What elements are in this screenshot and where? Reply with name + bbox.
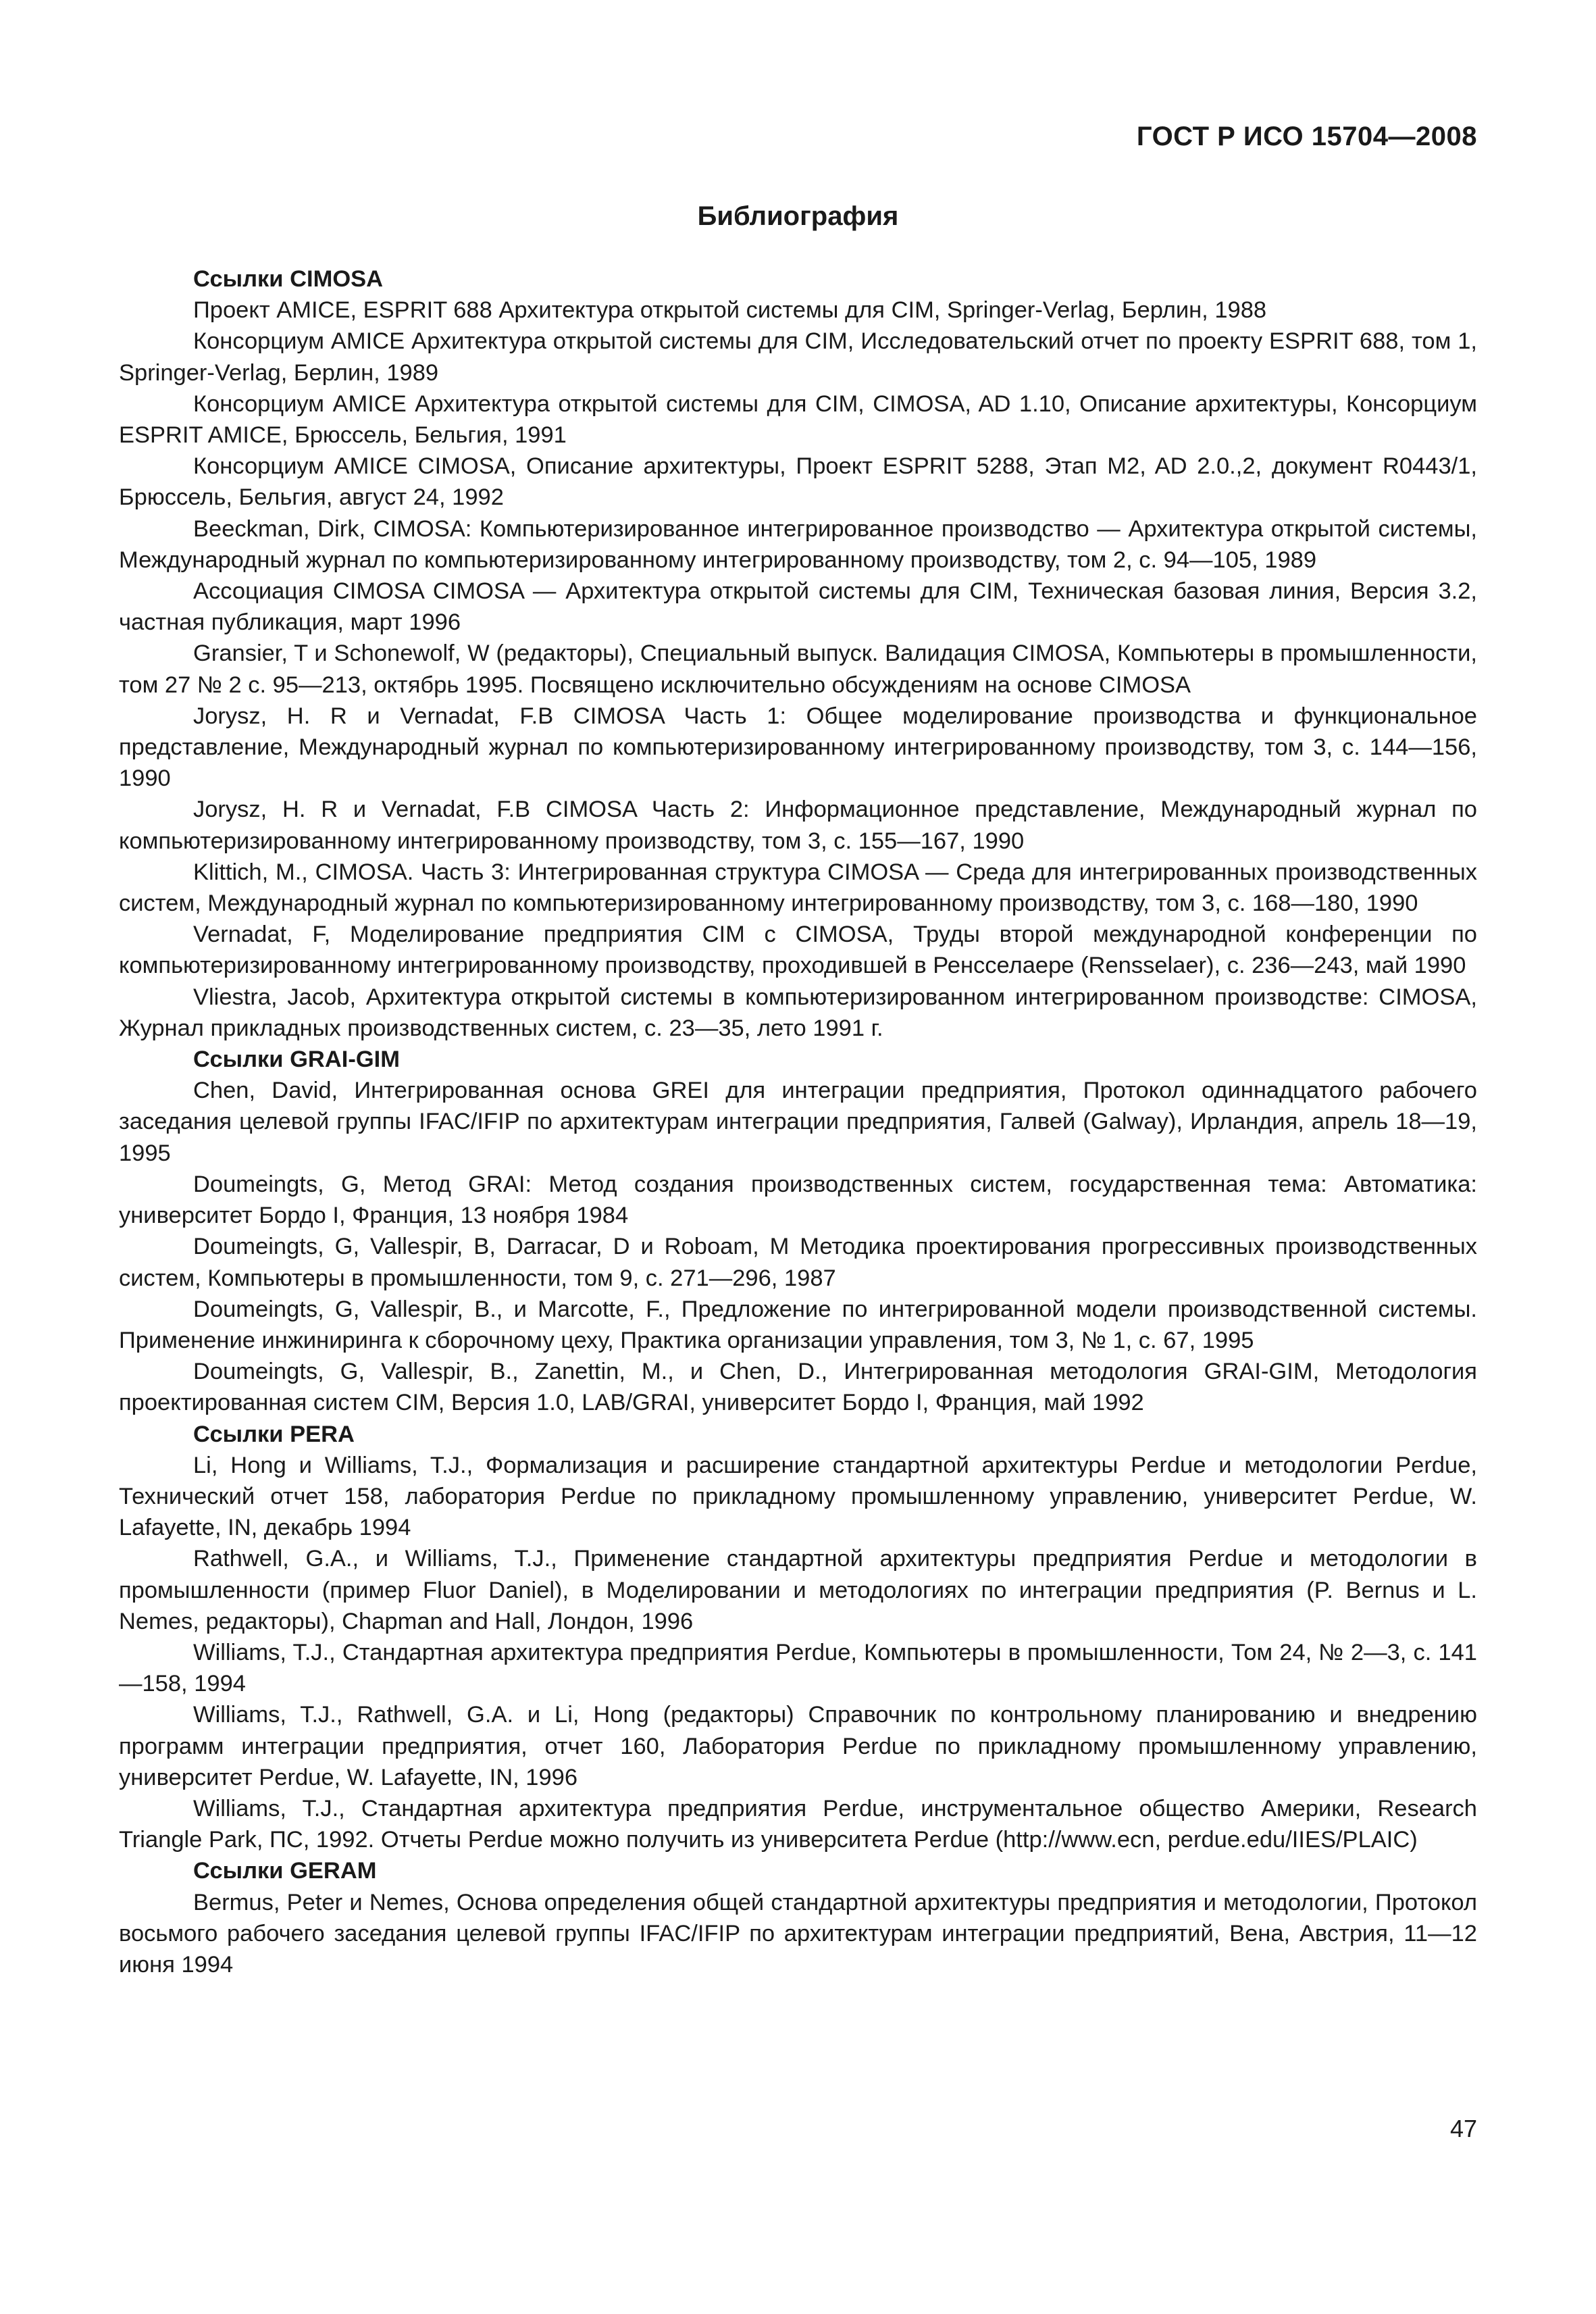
bibliography-entry: Doumeingts, G, Метод GRAI: Метод создания производственных систем, государственная тема: Автоматика: университет Бордо I, Франция, 13 ноября 1984 [119,1171,1477,1229]
section-geram [119,1855,1477,1980]
section-grai-gim [119,1044,1477,1418]
section-heading: Ссылки CIMOSA [193,266,384,292]
section-heading: Ссылки GERAM [193,1858,377,1884]
bibliography-entry: Консорциум AMICE Архитектура открытой системы для CIM, Исследовательский отчет по проекту ESPRIT 688, том 1, Springer-Verlag, Берлин, 1989 [119,328,1477,386]
bibliography-entry: Ассоциация CIMOSA CIMOSA — Архитектура открытой системы для CIM, Техническая базовая линия, Версия 3.2, частная публикация, март 1996 [119,578,1477,636]
bibliography-entry: Консорциум AMICE Архитектура открытой системы для CIM, CIMOSA, AD 1.10, Описание архитектуры, Консорциум ESPRIT AMICE, Брюссель, Бельгия, 1991 [119,391,1477,449]
bibliography-entry: Doumeingts, G, Vallespir, B, Darracar, D и Roboam, M Методика проектирования прогрессивных производственных систем, Компьютеры в промышленности, том 9, с. 271—296, 1987 [119,1234,1477,1291]
bibliography-entry: Jorysz, H. R и Vernadat, F.B CIMOSA Часть 2: Информационное представление, Международный журнал по компьютеризированному интегрированному производству, том 3, с. 155—167, 1990 [119,797,1477,854]
bibliography-entry: Vernadat, F, Моделирование предприятия CIM с CIMOSA, Труды второй международной конференции по компьютеризированному интегрированному производству, проходившей в Ренсселаере (Rensselaer), с. 236—243, май 1990 [119,922,1477,979]
bibliography-entry: Jorysz, H. R и Vernadat, F.B CIMOSA Часть 1: Общее моделирование производства и функциональное представление, Международный журнал по компьютеризированному интегрированному производству, том 3, с. 144—156, 1990 [119,703,1477,792]
bibliography-entry: Beeckman, Dirk, CIMOSA: Компьютеризированное интегрированное производство — Архитектура открытой системы, Международный журнал по компьютеризированному интегрированному производству, том 2, с. 94—105, 1989 [119,515,1477,573]
section-cimosa [119,263,1477,1044]
page-number: 47 [1449,2115,1477,2142]
bibliography-entry: Li, Hong и Williams, T.J., Формализация и расширение стандартной архитектуры Perdue и методологии Perdue, Технический отчет 158, лаборатория Perdue по прикладному промышленному управлению, университет Perdue, W. Lafayette, IN, декабрь 1994 [119,1452,1477,1541]
page-title: Библиография [697,201,899,231]
bibliography-entry: Doumeingts, G, Vallespir, B., и Marcotte, F., Предложение по интегрированной модели производственной системы. Применение инжиниринга к сборочному цеху, Практика организации управления, том 3, № 1, с. 67, 1995 [119,1296,1477,1353]
section-heading: Ссылки GRAI-GIM [193,1047,400,1073]
bibliography-entry: Doumeingts, G, Vallespir, B., Zanettin, M., и Chen, D., Интегрированная методология GRAI-GIM, Методология проектированная систем CIM, Версия 1.0, LAB/GRAI, университет Бордо I, Франция, май 1992 [119,1359,1477,1416]
bibliography-entry: Bermus, Peter и Nemes, Основа определения общей стандартной архитектуры предприятия и методологии, Протокол восьмого рабочего заседания целевой группы IFAC/IFIP по архитектурам интеграции предприятий, Вена, Австрия, 11—12 июня 1994 [119,1889,1477,1978]
section-heading: Ссылки PERA [193,1421,355,1447]
bibliography-entry: Williams, T.J., Rathwell, G.A. и Li, Hong (редакторы) Справочник по контрольному планированию и внедрению программ интеграции предприятия, отчет 160, Лаборатория Perdue по прикладному промышленному управлению, университет Perdue, W. Lafayette, IN, 1996 [119,1702,1477,1790]
bibliography-entry: Rathwell, G.A., и Williams, T.J., Применение стандартной архитектуры предприятия Perdue и методологии в промышленности (пример Fluor Daniel), в Моделировании и методологиях по интеграции предприятия (P. Bernus и L. Nemes, редакторы), Chapman and Hall, Лондон, 1996 [119,1546,1477,1634]
bibliography-entry: Vliestra, Jacob, Архитектура открытой системы в компьютеризированном интегрированном производстве: CIMOSA, Журнал прикладных производственных систем, с. 23—35, лето 1991 г. [119,984,1477,1041]
bibliography-content [119,263,1477,1980]
bibliography-entry: Gransier, T и Schonewolf, W (редакторы), Специальный выпуск. Валидация CIMOSA, Компьютеры в промышленности, том 27 № 2 с. 95—213, октябрь 1995. Посвящено исключительно обсуждениям на основе CIMOSA [119,640,1477,698]
section-pera [119,1419,1477,1856]
document-standard-code: ГОСТ Р ИСО 15704—2008 [1136,122,1477,151]
bibliography-entry: Проект AMICE, ESPRIT 688 Архитектура открытой системы для CIM, Springer-Verlag, Берлин, 1988 [193,297,1267,324]
bibliography-entry: Williams, T.J., Стандартная архитектура предприятия Perdue, Компьютеры в промышленности, Том 24, № 2—3, с. 141—158, 1994 [119,1639,1477,1697]
bibliography-entry: Chen, David, Интегрированная основа GREI для интеграции предприятия, Протокол одиннадцатого рабочего заседания целевой группы IFAC/IFIP по архитектурам интеграции предприятия, Галвей (Galway), Ирландия, апрель 18—19, 1995 [119,1078,1477,1166]
bibliography-entry: Консорциум AMICE CIMOSA, Описание архитектуры, Проект ESPRIT 5288, Этап M2, AD 2.0.,2, документ R0443/1, Брюссель, Бельгия, август 24, 1992 [119,453,1477,511]
bibliography-entry: Klittich, M., CIMOSA. Часть 3: Интегрированная структура CIMOSA — Среда для интегрированных производственных систем, Международный журнал по компьютеризированному интегрированному производству, том 3, с. 168—180, 1990 [119,859,1477,917]
bibliography-entry: Williams, T.J., Стандартная архитектура предприятия Perdue, инструментальное общество Америки, Research Triangle Park, ПС, 1992. Отчеты Perdue можно получить из университета Perdue (http://www.ecn, perdue.edu/IIES/PLAIC) [119,1795,1477,1853]
